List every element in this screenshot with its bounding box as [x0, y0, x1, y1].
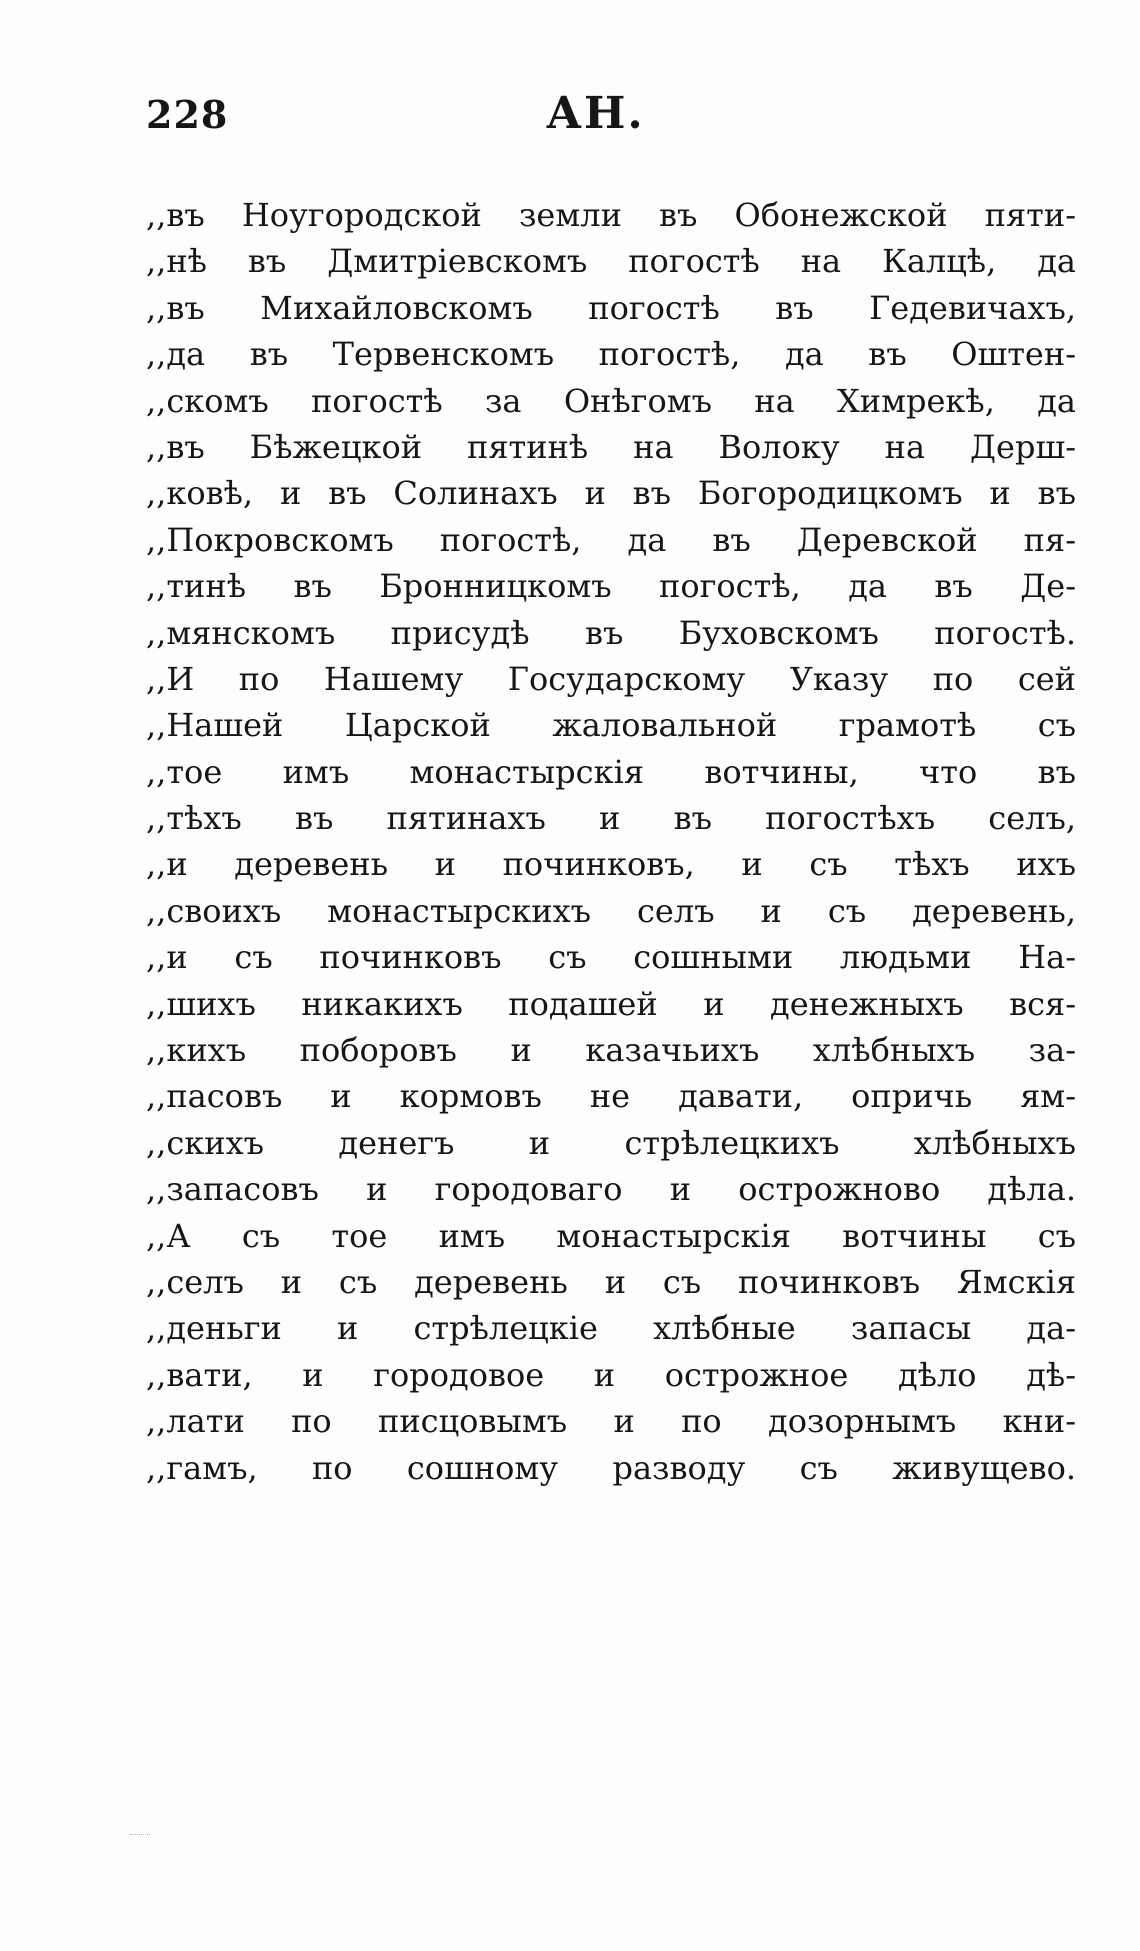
- body-text: [146, 192, 1076, 1491]
- text-line: ,,въ Бѣжецкой пятинѣ на Волоку на Дерш-: [146, 427, 1076, 466]
- text-line: ,,вати, и городовое и острожное дѣло дѣ-: [146, 1355, 1076, 1394]
- text-line: ,,мянскомъ присудѣ въ Буховскомъ погостѣ.: [146, 613, 1076, 652]
- text-line: ,,тѣхъ въ пятинахъ и въ погостѣхъ селъ,: [146, 799, 1076, 838]
- text-line: ,,лати по писцовымъ и по дозорнымъ кни-: [146, 1402, 1076, 1441]
- text-line: ,,шихъ никакихъ подашей и денежныхъ вся-: [146, 984, 1076, 1023]
- text-line: ,,и съ починковъ съ сошными людьми На-: [146, 938, 1076, 977]
- page-header: [146, 88, 1078, 156]
- text-line: ,,кихъ поборовъ и казачьихъ хлѣбныхъ за-: [146, 1031, 1076, 1070]
- text-line: ,,пасовъ и кормовъ не давати, опричь ям-: [146, 1077, 1076, 1116]
- running-head: АН.: [546, 88, 645, 139]
- text-line: ,,гамъ, по сошному разводу съ живущево.: [146, 1448, 1076, 1487]
- text-line: ,,своихъ монастырскихъ селъ и съ деревень,: [146, 891, 1076, 930]
- text-line: ,,ковѣ, и въ Солинахъ и въ Богородицкомъ и въ: [146, 474, 1076, 513]
- text-line: ,,А съ тое имъ монастырскія вотчины съ: [146, 1216, 1076, 1255]
- text-line: ,,скихъ денегъ и стрѣлецкихъ хлѣбныхъ: [146, 1123, 1076, 1162]
- text-line: ,,тое имъ монастырскія вотчины, что въ: [146, 752, 1076, 791]
- scan-mark: [130, 1834, 150, 1836]
- text-line: ,,селъ и съ деревень и съ починковъ Ямскія: [146, 1262, 1076, 1301]
- text-line: ,,И по Нашему Государскому Указу по сей: [146, 659, 1076, 698]
- text-line: ,,въ Ноугородской земли въ Обонежской пяти-: [146, 196, 1076, 234]
- text-line: ,,запасовъ и городоваго и острожново дѣла.: [146, 1170, 1076, 1209]
- text-line: ,,Покровскомъ погостѣ, да въ Деревской пя-: [146, 520, 1076, 559]
- text-line: ,,въ Михайловскомъ погостѣ въ Гедевичахъ,: [146, 288, 1076, 327]
- text-line: ,,да въ Тервенскомъ погостѣ, да въ Оштен-: [146, 335, 1076, 374]
- text-line: ,,и деревень и починковъ, и съ тѣхъ ихъ: [146, 845, 1076, 884]
- text-line: ,,Нашей Царской жаловальной грамотѣ съ: [146, 706, 1076, 745]
- text-line: ,,нѣ въ Дмитріевскомъ погостѣ на Калцѣ, да: [146, 242, 1076, 281]
- text-line: ,,деньги и стрѣлецкіе хлѣбные запасы да-: [146, 1309, 1076, 1348]
- page-number: 228: [146, 92, 229, 137]
- text-line: ,,тинѣ въ Бронницкомъ погостѣ, да въ Де-: [146, 567, 1076, 606]
- text-line: ,,скомъ погостѣ за Онѣгомъ на Химрекѣ, да: [146, 381, 1076, 420]
